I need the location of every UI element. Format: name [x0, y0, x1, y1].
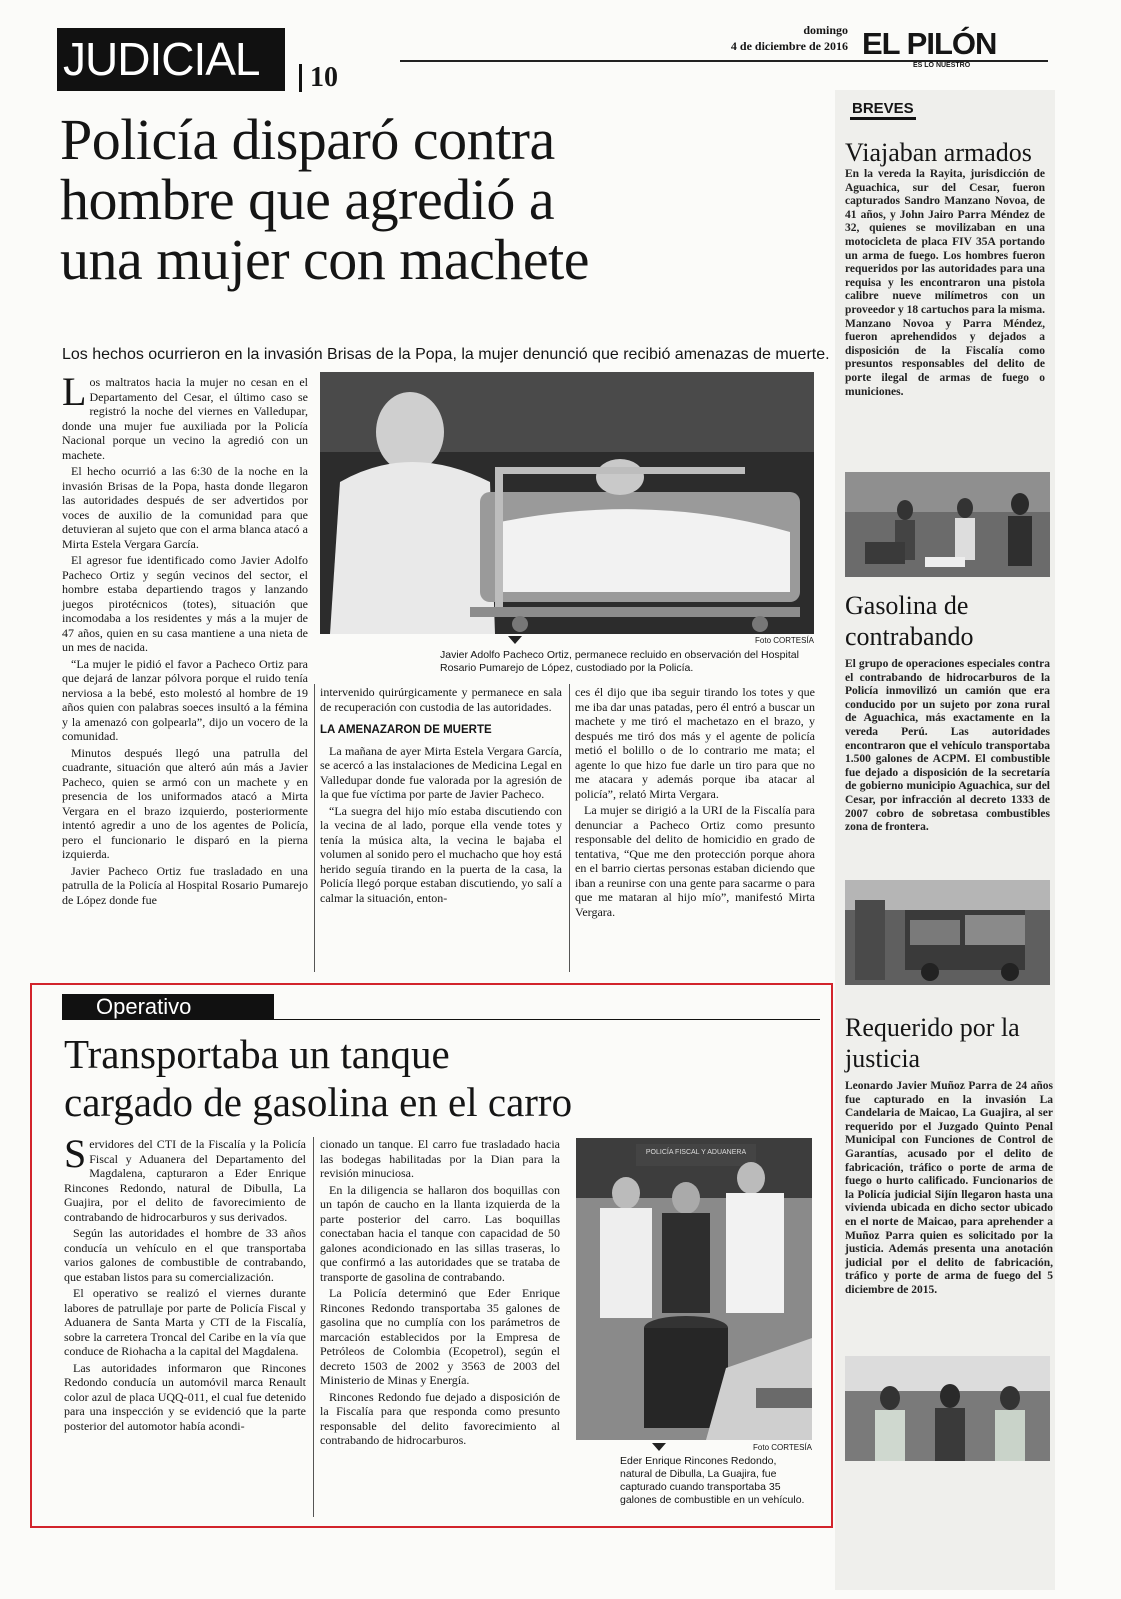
paragraph: El agresor fue identificado como Javier Adolfo Pacheco Ortiz y según vecinos del sector, el hombre estaba departiendo tragos y lanzando juegos pirotécnicos (totes), situación que incomodaba a los residentes y más a la mujer de 47 años, quien en su casa mantiene a una nieta de un mes de nacida.	[62, 553, 308, 654]
main-story-col3	[575, 685, 815, 921]
paragraph-text: os maltratos hacia la mujer no cesan en el Departamento del Cesar, el último caso se registró la noche del viernes en Valledupar, donde una mujer fue auxiliada por la Policía Nacional porque un vecino la agredió con un machete.	[62, 375, 308, 462]
paragraph: La Policía determinó que Eder Enrique Rincones Redondo transportaba 35 galones de gasolina que no cumplía con los parámetros de marcación establecidos por la Empresa de Petróleos de Colombia (Ecopetrol), según el decreto 1503 de 2002 y 3563 de 2003 del Ministerio de Minas y Energía.	[320, 1286, 560, 1387]
paragraph: Las autoridades informaron que Rincones Redondo conducía un automóvil marca Renault color azul de placa UQQ-011, el cual fue detenido para una inspección y se evidenció que la parte posterior del automotor había acondi-	[64, 1360, 306, 1433]
truck-photo-icon	[845, 880, 1050, 985]
main-photo-caption: Javier Adolfo Pacheco Ortiz, permanece recluido en observación del Hospital Rosario Pumarejo de López, custodiado por la Policía.	[440, 649, 799, 674]
caption-arrow-icon	[508, 636, 522, 644]
paragraph: El operativo se realizó el viernes durante labores de patrullaje por parte de Policía Fiscal y Aduanera de Santa Marta y CTI de la Fiscalía, sobre la carretera Troncal del Caribe en la vía que conduce de Riohacha a la capital del Magdalena.	[64, 1286, 306, 1358]
kicker-rule	[240, 1019, 820, 1020]
paragraph: “La mujer le pidió el favor a Pacheco Ortiz para que dejará de lanzar pólvora porque el ruido tenía nerviosa a la bebé, esto molestó al hombre de 19 años quien con palabras soeces insultó a la fémina y la amenazó con golpearla”, dijo un vocero de la comunidad.	[62, 656, 308, 743]
main-story-col2	[320, 685, 562, 907]
breve-text: El grupo de operaciones especiales contra el contrabando de hidrocarburos de la Policía inmovilizó un camión que era conducido por un sujeto por zona rural de Aguachica, más exactamente en la vereda Perú. Las autoridades encontraron que el vehículo transportaba 1.500 galones de ACPM. El combustible fue dejado a disposición de la secretaría de gobierno municipio Aguachica, sur del Cesar, por infracción al decreto 1333 de 2007 cobro de sobretasa combustibles zona de frontera.	[845, 658, 1050, 834]
column-divider	[569, 684, 570, 972]
second-photo[interactable]	[576, 1138, 812, 1440]
caption-arrow-icon	[652, 1443, 666, 1451]
paragraph	[64, 1131, 306, 1224]
story-kicker: Operativo	[62, 994, 274, 1020]
hospital-photo-icon	[320, 372, 814, 634]
main-story-col1	[62, 369, 308, 909]
section-label: JUDICIAL	[57, 28, 285, 91]
headline-line: una mujer con machete	[60, 227, 589, 292]
paragraph: “La suegra del hijo mío estaba discutiendo con la vecina de al lado, porque ella vende totes y tenía la música alta, la vecina le bajaba el volumen al sonido pero el muchacho que hoy está herido seguía tirando en la puerta de la casa, la Policía llegó porque estaban discutiendo, yo salí a calmar la situación, enton-	[320, 803, 562, 905]
breve-photo[interactable]	[845, 880, 1050, 985]
masthead-slogan: ES LO NUESTRO	[913, 62, 971, 69]
paragraph: Javier Pacheco Ortiz fue trasladado en una patrulla de la Policía al Hospital Rosario Pumarejo de López donde fue	[62, 863, 308, 907]
fuel-tank-photo-icon	[576, 1138, 812, 1440]
photo-credit: Foto CORTESÍA	[753, 1443, 812, 1452]
police-arrest-photo-icon	[845, 472, 1050, 577]
paragraph: cionado un tanque. El carro fue trasladado hacia las bodegas habilitadas por la Dian para la revisión minuciosa.	[320, 1137, 560, 1180]
breve-title: Requerido por la justicia	[845, 1013, 1020, 1073]
second-photo-caption: Eder Enrique Rincones Redondo, natural de Dibulla, La Guajira, fue capturado cuando transportaba 35 galones de combustible en un vehículo.	[620, 1455, 805, 1506]
second-headline[interactable]	[64, 1030, 824, 1126]
dateline-day: domingo	[803, 23, 848, 37]
breve-text: En la vereda la Rayita, jurisdicción de Aguachica, sur del Cesar, fueron capturados Sandro Manzano Novoa, de 41 años, y John Jairo Parra Méndez de 32, quienes se movilizaban en una motocicleta de placa FIV 35A portando un arma de fuego. Los hombres fueron requeridos por las autoridades para una requisa y les encontraron una pistola calibre nueve milímetros con un proveedor y 18 cartuchos para la misma. Manzano Novoa y Parra Méndez, fueron aprehendidos y dejados a disposición de la Fiscalía como presuntos responsables del delito de porte ilegal de armas de fuego o municiones.	[845, 168, 1045, 398]
dropcap: L	[62, 369, 87, 414]
paragraph: intervenido quirúrgicamente y permanece en sala de recuperación con custodia de las autoridades.	[320, 685, 562, 714]
column-divider	[314, 684, 315, 972]
paragraph: La mañana de ayer Mirta Estela Vergara García, se acercó a las instalaciones de Medicina Legal en Valledupar donde fue valorada por la agresión de la que fue víctima por parte de Javier Pacheco.	[320, 743, 562, 801]
breve-photo[interactable]	[845, 472, 1050, 577]
page-number-divider	[299, 64, 302, 92]
breves-tag: BREVES	[850, 100, 916, 120]
dateline-date: 4 de diciembre de 2016	[730, 39, 848, 53]
subhead: LA AMENAZARON DE MUERTE	[320, 724, 492, 736]
paragraph: ces él dijo que iba seguir tirando los totes y que me iba dar unas patadas, pero él entró a buscar un machete y me tiró el machetazo en el brazo, y después me tiró dos más y el agente de policía metió el bolillo o de lo contrario me mata; el agente lo que hizo fue darle un tiro para que no me atacara y además porque iba atacar al policía”, relató Mirta Vergara.	[575, 685, 815, 801]
headline-line: Transportaba un tanque	[64, 1031, 450, 1077]
second-story-col2	[320, 1137, 560, 1450]
paragraph: El hecho ocurrió a las 6:30 de la noche en la invasión Brisas de la Popa, hasta donde llegaron las autoridades después de ser advertidos por voces de auxilio de la comunidad para que detuvieran al sujeto que con el arma blanca atacó a Mirta Estela Vergara García.	[62, 464, 308, 551]
paragraph: Rincones Redondo fue dejado a disposición de la Fiscalía para que responda como presunto responsable del delito favorecimiento al contrabando de hidrocarburos.	[320, 1389, 560, 1447]
breve-item[interactable]	[845, 590, 1050, 835]
paragraph: Minutos después llegó una patrulla del cuadrante, situación que alteró aún más a Javier Pacheco, quien se armó con un machete y en presencia de los uniformados atacó a Mirta Vergara en el brazo izquierdo, posteriormente intentó agredir a uno de los agentes de Policía, pero el funcionario le disparó en la pierna izquierda.	[62, 745, 308, 861]
main-deck: Los hechos ocurrieron en la invasión Brisas de la Popa, la mujer denunció que recibió amenazas de muerte.	[62, 346, 830, 363]
photo-sign-text: POLICÍA FISCAL Y ADUANERA	[645, 1149, 747, 1156]
breve-photo[interactable]	[845, 1356, 1050, 1461]
dropcap: S	[64, 1131, 87, 1176]
second-story-col1	[64, 1131, 306, 1435]
main-photo[interactable]	[320, 372, 814, 634]
breve-item[interactable]	[845, 1012, 1053, 1298]
column-divider	[313, 1137, 314, 1517]
masthead-logo[interactable]: EL PILÓN	[862, 26, 997, 61]
headline-line: cargado de gasolina en el carro	[64, 1079, 573, 1125]
breve-title: Viajaban armados	[845, 138, 1032, 167]
page-number: 10	[310, 62, 338, 93]
paragraph	[62, 369, 308, 462]
photo-credit: Foto CORTESÍA	[755, 636, 814, 645]
paragraph: Según las autoridades el hombre de 33 años conducía un vehículo en el que transportaba varios galones de combustible de contrabando, que estaban listos para su comercialización.	[64, 1226, 306, 1284]
police-detainee-photo-icon	[845, 1356, 1050, 1461]
breve-item[interactable]	[845, 137, 1045, 399]
headline-line: Policía disparó contra	[60, 107, 555, 172]
main-headline[interactable]	[60, 107, 820, 292]
breve-title: Gasolina de contrabando	[845, 591, 974, 651]
paragraph-text: ervidores del CTI de la Fiscalía y la Policía Fiscal y Aduanera del Departamento del Magdalena, capturaron a Eder Enrique Rincones Redondo, natural de Dibulla, La Guajira, por el delito de favorecimiento de contrabando de hidrocarburos y sus derivados.	[64, 1137, 306, 1224]
headline-line: hombre que agredió a	[60, 167, 555, 232]
dateline	[620, 22, 848, 54]
paragraph: En la diligencia se hallaron dos boquillas con un tapón de caucho en la llanta izquierda de la parte posterior del carro. Las boquillas conectaban hacia el tanque con capacidad de 50 galones acondicionado en las sillas traseras, lo que confirmó a las autoridades que se trataba de transporte de gasolina de contrabando.	[320, 1182, 560, 1284]
breve-text: Leonardo Javier Muñoz Parra de 24 años fue capturado en la invasión La Candelaria de Maicao, La Guajira, al ser requerido por el Juzgado Quinto Penal Municipal con Funciones de Control de Garantías, acusado por el delito de fabricación, tráfico o porte de arma de fuego o hurto calificado. Funcionarios de la Policía judicial Sijín llegaron hasta una vivienda ubicada en dicho sector ubicado en el norte de Maicao, para aprehender a Muñoz Parra quien es solicitado por la justicia. Además presenta una anotación judicial por el delito de fabricación, tráfico y porte de arma de fuego del 5 diciembre de 2015.	[845, 1080, 1053, 1296]
paragraph: La mujer se dirigió a la URI de la Fiscalía para denunciar a Pacheco Ortiz como presunto responsable del delito de homicidio en grado de tentativa, “Que me den protección porque ahora en el barrio ciertas personas estaban diciendo que iban a reunirse con una gente para sacarme o para que me mataran al hijo mío”, manifestó Mirta Vergara.	[575, 803, 815, 919]
